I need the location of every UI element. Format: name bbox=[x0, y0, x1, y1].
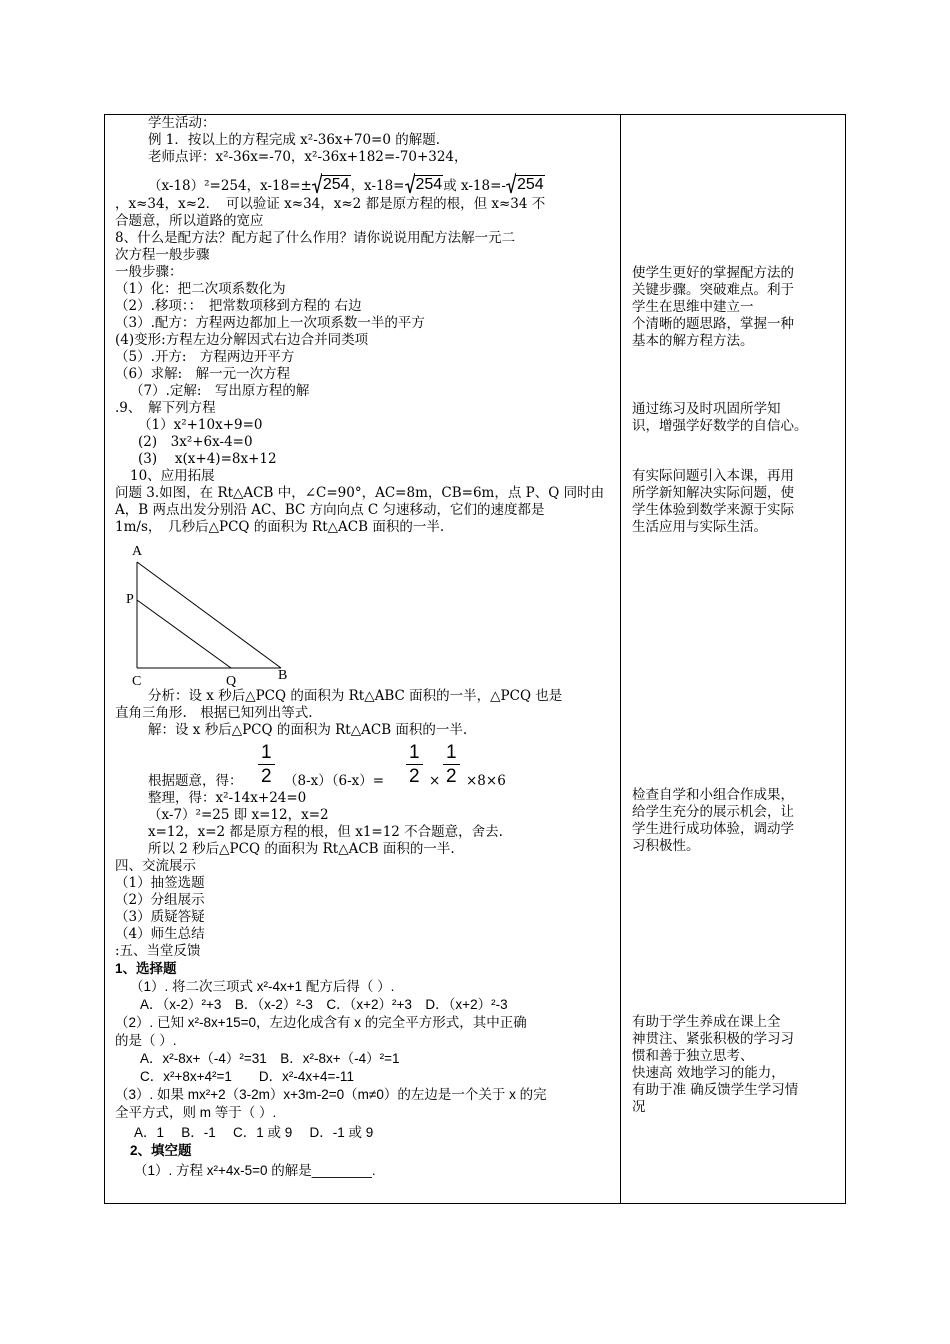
step-item: （1）化：把二次项系数化为 bbox=[115, 281, 286, 297]
text-line: A，B 两点出发分别沿 AC、BC 方向向点 C 匀速移动，它们的速度都是 bbox=[115, 502, 545, 518]
options: A．x²-8x+（-4）²=31 B．x²-8x+（-4）²=1 bbox=[140, 1051, 400, 1066]
note-line: 学生进行成功体验，调动学 bbox=[632, 821, 794, 837]
note-line: 习积极性。 bbox=[632, 838, 700, 854]
text-line: 8、什么是配方法？配方起了什么作用？请你说说用配方法解一元二 bbox=[115, 230, 516, 246]
text-line: .9、 解下列方程 bbox=[115, 400, 216, 416]
text-line: 问题 3.如图，在 Rt△ACB 中，∠C=90°，AC=8m，CB=6m，点 P、Q 同时由 bbox=[115, 485, 605, 501]
note-line: 有助于学生养成在课上全 bbox=[632, 1014, 781, 1030]
note-line: 有助于准 确反馈学生学习情 bbox=[632, 1082, 799, 1098]
text-segment: ×8×6 bbox=[466, 773, 506, 789]
teaching-note bbox=[632, 468, 840, 536]
note-line: 通过练习及时巩固所学知 bbox=[632, 401, 781, 417]
note-line: 惯和善于独立思考、 bbox=[632, 1048, 754, 1064]
step-item: （2）.移项：： 把常数项移到方程的 右边 bbox=[115, 298, 362, 314]
question: 全平方式，则 m 等于（ ）. bbox=[115, 1105, 277, 1120]
note-line: 关键步骤。突破难点。利于 bbox=[632, 282, 794, 298]
sqrt-254: 254 bbox=[312, 172, 351, 194]
label-p: P bbox=[126, 592, 134, 607]
note-line: 学生在思维中建立一 bbox=[632, 299, 754, 315]
teaching-note bbox=[632, 401, 840, 435]
label-b: B bbox=[278, 668, 288, 683]
teaching-note bbox=[632, 1014, 840, 1116]
text-segment: 根据题意，得： bbox=[148, 773, 243, 789]
note-line: 个清晰的题思路，掌握一种 bbox=[632, 316, 794, 332]
text-line: 例 1．按以上的方程完成 x²-36x+70=0 的解题. bbox=[148, 132, 441, 148]
note-line: 所学新知解决实际问题，使 bbox=[632, 485, 794, 501]
teaching-note bbox=[632, 787, 840, 855]
text-segment: 或 x-18=- bbox=[443, 178, 506, 194]
text-line: ，x≈34，x≈2． 可以验证 x≈34，x≈2 都是原方程的根，但 x≈34 不 bbox=[115, 196, 546, 212]
text-line: 一般步骤： bbox=[115, 264, 183, 280]
note-line: 给学生充分的展示机会，让 bbox=[632, 804, 794, 820]
text-line: （x-7）²=25 即 x=12，x=2 bbox=[148, 807, 329, 823]
text-segment: （x-18）²=254，x-18=± bbox=[148, 178, 312, 194]
teaching-note bbox=[632, 265, 840, 350]
list-item: （2）分组展示 bbox=[115, 892, 205, 908]
list-item: （1）抽签选题 bbox=[115, 875, 205, 891]
text-line: 学生活动： bbox=[148, 115, 216, 131]
subsection-heading: 1、选择题 bbox=[115, 961, 177, 976]
options: A．（x-2）²+3 B．（x-2）²-3 C．（x+2）²+3 D．（x+2）²-3 bbox=[140, 997, 508, 1012]
text-line: 合题意，所以道路的宽应 bbox=[115, 213, 264, 229]
question: （1）. 将二次三项式 x²-4x+1 配方后得（ ）. bbox=[130, 979, 395, 994]
equation-sqrt-line bbox=[148, 172, 545, 195]
label-q: Q bbox=[226, 674, 237, 689]
text-line: 所以 2 秒后△PCQ 的面积为 Rt△ACB 面积的一半. bbox=[148, 841, 455, 857]
text-segment: ，x-18= bbox=[350, 178, 405, 194]
step-item: （5）.开方: 方程两边开平方 bbox=[115, 349, 295, 365]
step-item: (4)变形:方程左边分解因式右边合并同类项 bbox=[115, 332, 369, 348]
exercise-item: (2) 3x²+6x-4=0 bbox=[138, 434, 253, 450]
question: （1）. 方程 x²+4x-5=0 的解是________. bbox=[134, 1163, 376, 1178]
note-line: 检查自学和小组合作成果， bbox=[632, 787, 794, 803]
text-segment: （8-x）（6-x）= bbox=[284, 773, 385, 789]
options: C．x²+8x+4²=1 D．x²-4x+4=-11 bbox=[140, 1069, 354, 1084]
list-item: （4）师生总结 bbox=[115, 926, 205, 942]
text-line: 直角三角形. 根据已知列出等式. bbox=[115, 705, 313, 721]
step-item: （7）.定解: 写出原方程的解 bbox=[130, 383, 310, 399]
options: A．1 B．-1 C．1 或 9 D．-1 或 9 bbox=[134, 1125, 374, 1140]
note-line: 生活应用与实际生活。 bbox=[632, 519, 767, 535]
label-a: A bbox=[132, 544, 143, 559]
note-line: 使学生更好的掌握配方法的 bbox=[632, 265, 794, 281]
question: （2）. 已知 x²-8x+15=0，左边化成含有 x 的完全平方形式，其中正确 bbox=[115, 1015, 527, 1030]
exercise-item: （1）x²+10x+9=0 bbox=[138, 417, 263, 433]
question: 的是（ ）. bbox=[115, 1033, 177, 1048]
label-c: C bbox=[132, 674, 142, 689]
text-line: 整理，得：x²-14x+24=0 bbox=[148, 790, 307, 806]
sqrt-254: 254 bbox=[506, 172, 545, 194]
fraction-half: $\frac{1}{2}$ bbox=[258, 742, 275, 789]
note-line: 识，增强学好数学的自信心。 bbox=[632, 418, 808, 434]
step-item: （6）求解: 解一元一次方程 bbox=[115, 366, 291, 382]
sqrt-254: 254 bbox=[405, 172, 444, 194]
text-line: x=12，x=2 都是原方程的根，但 x1=12 不合题意，舍去. bbox=[148, 824, 503, 840]
text-line: 老师点评：x²-36x=-70，x²-36x+182=-70+324， bbox=[148, 149, 468, 165]
exercise-item: (3) x(x+4)=8x+12 bbox=[138, 451, 277, 467]
text-line: 10、应用拓展 bbox=[130, 468, 215, 484]
column-divider bbox=[620, 114, 621, 1204]
note-line: 况 bbox=[632, 1099, 646, 1115]
text-line: 次方程一般步骤 bbox=[115, 247, 210, 263]
section-heading: 四、交流展示 bbox=[115, 858, 196, 874]
step-item: （3）.配方：方程两边都加上一次项系数一半的平方 bbox=[115, 315, 425, 331]
fraction-half: $\frac{1}{2}$ bbox=[443, 742, 460, 789]
text-line: 分析：设 x 秒后△PCQ 的面积为 Rt△ABC 面积的一半，△PCQ 也是 bbox=[148, 688, 563, 704]
text-line: 解：设 x 秒后△PCQ 的面积为 Rt△ACB 面积的一半. bbox=[148, 722, 468, 738]
list-item: （3）质疑答疑 bbox=[115, 909, 205, 925]
question: （3）. 如果 mx²+2（3-2m）x+3m-2=0（m≠0）的左边是一个关于 x 的完 bbox=[115, 1087, 547, 1102]
note-line: 快速高 效地学习的能力， bbox=[632, 1065, 785, 1081]
section-heading: :五、当堂反馈 bbox=[115, 943, 201, 959]
text-segment: × bbox=[429, 773, 441, 789]
note-line: 神贯注、紧张积极的学习习 bbox=[632, 1031, 794, 1047]
text-line: 1m/s， 几秒后△PCQ 的面积为 Rt△ACB 面积的一半. bbox=[115, 519, 445, 535]
fraction-half: $\frac{1}{2}$ bbox=[406, 742, 423, 789]
note-line: 学生体验到数学来源于实际 bbox=[632, 502, 794, 518]
note-line: 有实际问题引入本课，再用 bbox=[632, 468, 794, 484]
note-line: 基本的解方程方法。 bbox=[632, 333, 754, 349]
subsection-heading: 2、填空题 bbox=[130, 1143, 192, 1158]
